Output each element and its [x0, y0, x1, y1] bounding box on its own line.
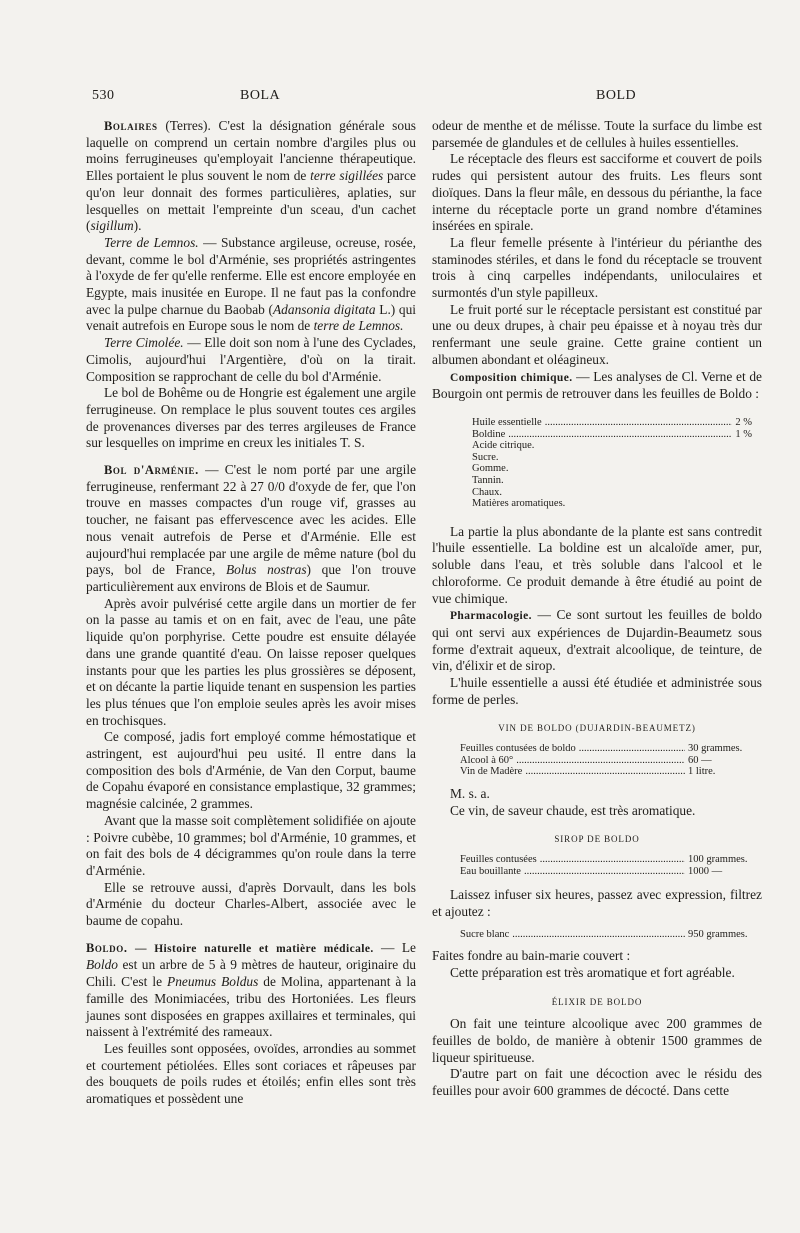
paragraph: Le fruit porté sur le réceptacle persistant est constitué par une ou deux drupes, à chair peu épaisse et à noyau très dur renfermant une seule graine. Cette graine contient un albumen abondant et oléagineux.	[432, 301, 762, 367]
recipe-vin	[460, 743, 760, 778]
recipe-title: ÉLIXIR DE BOLDO	[551, 996, 643, 1007]
paragraph: Après avoir pulvérisé cette argile dans un mortier de fer on la passe au tamis et on en fait, avec de l'eau, une pâte liquide qu'on porphyrise. Cette poudre est ensuite délayée dans une grande quantité d'eau. On laisse reposer quelques instants pour que les parties les plus grossières se déposent, et on décante la partie liquide tenant en suspension les parties les plus ténues que l'on emploie seules après les avoir mises en trochisques.	[86, 595, 416, 728]
running-head	[0, 88, 800, 110]
subentry-title: Terre de Lemnos.	[104, 234, 199, 250]
composition-row: Chaux.	[472, 486, 503, 498]
paragraph: On fait une teinture alcoolique avec 200 grammes de feuilles de boldo, de manière à obtenir 1500 grammes de liqueur spiritueuse.	[432, 1016, 762, 1065]
paragraph: Bolaires (Terres). C'est la désignation générale sous laquelle on comprend un certain nombre d'argiles plus ou moins ferrugineuses qu'employait l'ancienne thérapeutique. Elles portaient le plus souvent le nom de terre sigillées parce qu'on leur donnait des formes particulières, aplaties, sur lesquelles on mettait l'empreinte d'un sceau, d'un cachet (sigillum).	[86, 118, 416, 234]
composition-row: Huile essentielle ..... 2 %	[472, 417, 752, 429]
paragraph: Cette préparation est très aromatique et fort agréable.	[450, 964, 735, 980]
composition-row: Tannin.	[472, 474, 504, 486]
paragraph: Ce vin, de saveur chaude, est très aromatique.	[450, 802, 696, 818]
recipe-row: Sucre blanc ..... 950 grammes.	[460, 929, 760, 941]
paragraph: L'huile essentielle a aussi été étudiée et administrée sous forme de perles.	[432, 675, 762, 707]
entry-boldo	[86, 940, 416, 1108]
entry-bol-armenie	[86, 462, 416, 930]
paragraph: odeur de menthe et de mélisse. Toute la surface du limbe est parsemée de glandules et de cellules à huiles essentielles.	[432, 118, 762, 150]
paragraph: Ce composé, jadis fort employé comme hémostatique et astringent, est aujourd'hui peu usité. Il entre dans la composition des bols d'Arménie, de Van den Corput, baume de Copahu évaporé en consistance emplastique, 32 grammes; magnésie calcinée, 2 grammes.	[86, 729, 416, 812]
right-column	[432, 118, 762, 1100]
paragraph: Avant que la masse soit complètement solidifiée on ajoute : Poivre cubèbe, 10 grammes; bol d'Arménie, 10 grammes, et on fait des bols de 4 décigrammes qu'on roule dans la terre d'Arménie.	[86, 812, 416, 878]
paragraph: La fleur femelle présente à l'intérieur du périanthe des staminodes stériles, et dans le fond du réceptacle se trouvent trois à cinq carpelles indépendants, uniloculaires et surmontés d'un style papilleux.	[432, 234, 762, 301]
paragraph: Bol d'Arménie. — C'est le nom porté par une argile ferrugineuse, renfermant 22 à 27 0/0 d'oxyde de fer, que l'on trouve en masses compactes d'un rouge vif, grasses au toucher, ne faisant pas effervescence avec les acides. Elle nous venait autrefois de Perse et d'Arménie. Elle est aujourd'hui remplacée par une argile de même nature (bol du pays, bol de France, Bolus nostras) que l'on trouve particulièrement aux environs de Blois et de Saumur.	[86, 462, 417, 594]
paragraph: Terre de Lemnos. — Substance argileuse, ocreuse, rosée, devant, comme le bol d'Arménie, ses propriétés astringentes à l'oxyde de fer qu'elle renferme. Elle est encore employée en Egypte, mais inusitée en Europe. Il ne faut pas la confondre avec la pulpe charnue du Baobab (Adansonia digitata L.) qui venait autrefois en Europe sous le nom de terre de Lemnos.	[86, 234, 417, 334]
recipe-row: Feuilles contusées de boldo ..... 30 grammes.	[460, 743, 760, 755]
composition-row: Sucre.	[472, 451, 499, 463]
paragraph: Faites fondre au bain-marie couvert :	[432, 948, 631, 964]
recipe-row: Alcool à 60° ..... 60 —	[460, 755, 760, 767]
recipe-title: VIN DE BOLDO (DUJARDIN-BEAUMETZ)	[498, 723, 696, 734]
entry-headword: Boldo.	[86, 940, 128, 955]
paragraph: Composition chimique. — Les analyses de Cl. Verne et de Bourgoin ont permis de retrouver dans les feuilles de Boldo :	[432, 368, 763, 402]
page-number: 530	[92, 88, 115, 103]
section-heading: — Histoire naturelle et matière médicale.	[127, 942, 374, 955]
composition-row: Boldine ..... 1 %	[472, 429, 752, 441]
subentry-title: Terre Cimolée.	[104, 335, 184, 351]
recipe-row: Eau bouillante ..... 1000 —	[460, 866, 760, 878]
recipe-row: Vin de Madère ..... 1 litre.	[460, 766, 760, 778]
composition-row: Matières aromatiques.	[472, 498, 566, 510]
recipe-note: M. s. a.	[450, 785, 490, 801]
entry-bolaires	[86, 118, 416, 452]
paragraph: Le bol de Bohême ou de Hongrie est également une argile ferrugineuse. On remplace le plus souvent toutes ces argiles de provenances diverses par des terres argileuses de France sur lesquelles on imprime en creux les initiales T. S.	[86, 385, 416, 451]
paragraph: Les feuilles sont opposées, ovoïdes, arrondies au sommet et courtement pétiolées. Elles sont coriaces et râpeuses par des bouquets de poils rudes et étoilés; enfin elles sont très aromatiques et possèdent une	[86, 1040, 416, 1107]
left-column	[86, 118, 416, 1108]
entry-headword: Bol d'Arménie.	[104, 463, 199, 478]
section-heading: Composition chimique.	[450, 371, 573, 384]
running-head-left: BOLA	[240, 88, 281, 103]
recipe-row: Feuilles contusées ..... 100 grammes.	[460, 854, 760, 866]
paragraph: D'autre part on fait une décoction avec le résidu des feuilles pour avoir 600 grammes de décocté. Dans cette	[432, 1066, 762, 1099]
paragraph: Pharmacologie. — Ce sont surtout les feuilles de boldo qui ont servi aux expériences de Dujardin-Beaumetz sous forme d'extrait aqueux, d'extrait alcoolique, de teinture, de vin, d'élixir et de sirop.	[432, 607, 762, 674]
section-heading: Pharmacologie.	[450, 610, 532, 623]
recipe-sucre	[460, 929, 760, 941]
composition-row: Gomme.	[472, 463, 509, 475]
paragraph: Terre Cimolée. — Elle doit son nom à l'une des Cyclades, Cimolis, aujourd'hui l'Argentière, d'où on la tirait. Composition se rapprochant de celle du bol d'Arménie.	[86, 335, 417, 384]
paragraph: Elle se retrouve aussi, d'après Dorvault, dans les bols d'Arménie du docteur Charles-Albert, associée avec le baume de copahu.	[86, 879, 416, 929]
recipe-sirop	[460, 854, 760, 877]
paragraph: Le réceptacle des fleurs est sacciforme et couvert de poils rudes qui persistent autour des fruits. Les fleurs sont dioïques. Dans la fleur mâle, en dessous du périanthe, la face interne du réceptacle porte un grand nombre d'étamines insérées en spirale.	[432, 151, 762, 234]
paragraph: Laissez infuser six heures, passez avec expression, filtrez et ajoutez :	[432, 887, 762, 919]
composition-row: Acide citrique.	[472, 440, 535, 452]
paragraph: Boldo. — Histoire naturelle et matière médicale. — Le Boldo est un arbre de 5 à 9 mètres de hauteur, originaire du Chili. C'est le Pneumus Boldus de Molina, appartenant à la famille des Monimiacées, tribu des Hortoniées. Les fleurs jaunes sont disposées en grappes axillaires et terminales, qui naissent à l'extrémité des rameaux.	[86, 939, 417, 1040]
entry-headword: Bolaires	[104, 119, 158, 133]
recipe-title: SIROP DE BOLDO	[554, 834, 640, 845]
paragraph: La partie la plus abondante de la plante est sans contredit l'huile essentielle. La boldine est un alcaloïde amer, pur, soluble dans l'eau, et très soluble dans l'alcool et le chloroforme. Ce produit demande à être étudié au point de vue chimique.	[432, 523, 762, 606]
composition-table	[472, 417, 752, 510]
running-head-right: BOLD	[596, 88, 637, 103]
